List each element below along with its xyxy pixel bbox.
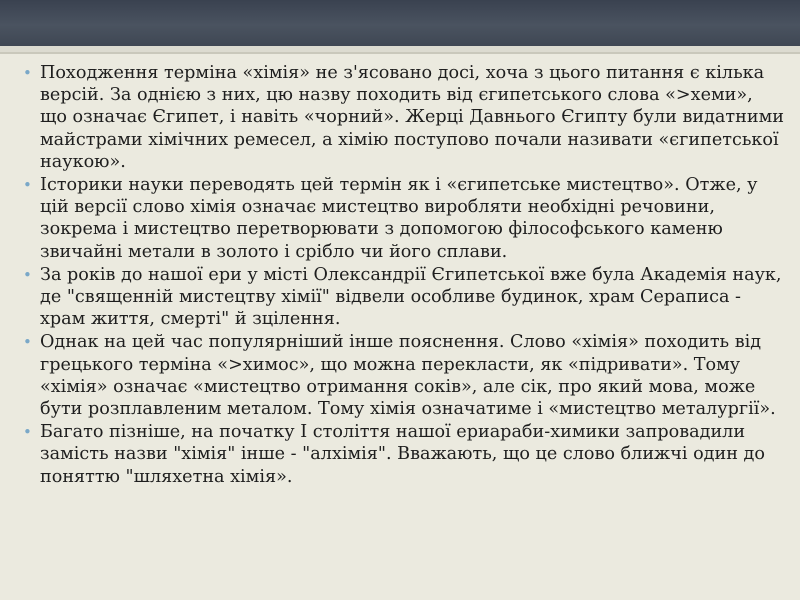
slide-header-bar <box>0 0 800 46</box>
bullet-item <box>20 62 785 173</box>
bullet-item <box>20 421 785 488</box>
bullet-list <box>20 62 785 488</box>
bullet-dot-icon: • <box>23 333 32 352</box>
bullet-text: За років до нашої ери у місті Олександрії Єгипетської вже була Академія наук, де "священній мистецтву хімії" відвели особливе будинок, храм Сераписа - храм життя, смерті" й зцілення. <box>40 264 782 330</box>
bullet-item <box>20 174 785 263</box>
bullet-dot-icon: • <box>23 64 32 82</box>
bullet-text: Походження терміна «хімія» не з'ясовано досі, хоча з цього питання є кілька версій. За однією з них, цю назву походить від єгипетського слова «>хеми», що означає Єгипет, і навіть «чорний». Жерці Давнього Єгипту були видатними майстрами хімічних ремесел, а хімію поступово почали називати «єгипетської наукою». <box>40 63 784 172</box>
bullet-item <box>20 331 785 420</box>
bullet-text: Історики науки переводять цей термін як і «єгипетське мистецтво». Отже, у цій версії слово хімія означає мистецтво виробляти необхідні речовини, зокрема і мистецтво перетворювати з допомогою філософського каменю звичайні метали в золото і срібло чи його сплави. <box>40 175 758 262</box>
bullet-dot-icon: • <box>23 423 32 442</box>
bullet-dot-icon: • <box>23 265 32 284</box>
slide-content <box>20 62 785 489</box>
slide-header-divider <box>0 52 800 54</box>
bullet-text: Однак на цей час популярніший інше пояснення. Слово «хімія» походить від грецького терміна «>химос», що можна перекласти, як «підривати». Тому «хімія» означає «мистецтво отримання соків», але сік, про який мова, може бути розплавленим металом. Тому хімія означатиме і «мистецтво металургії». <box>40 332 776 420</box>
bullet-text: Багато пізніше, на початку I століття нашої ериараби-химики запровадили замість назви "хімія" інше - "алхімія". Вважають, що це слово ближчі один до поняттю "шляхетна хімія». <box>40 422 765 487</box>
bullet-dot-icon: • <box>23 176 32 195</box>
bullet-item <box>20 264 785 331</box>
